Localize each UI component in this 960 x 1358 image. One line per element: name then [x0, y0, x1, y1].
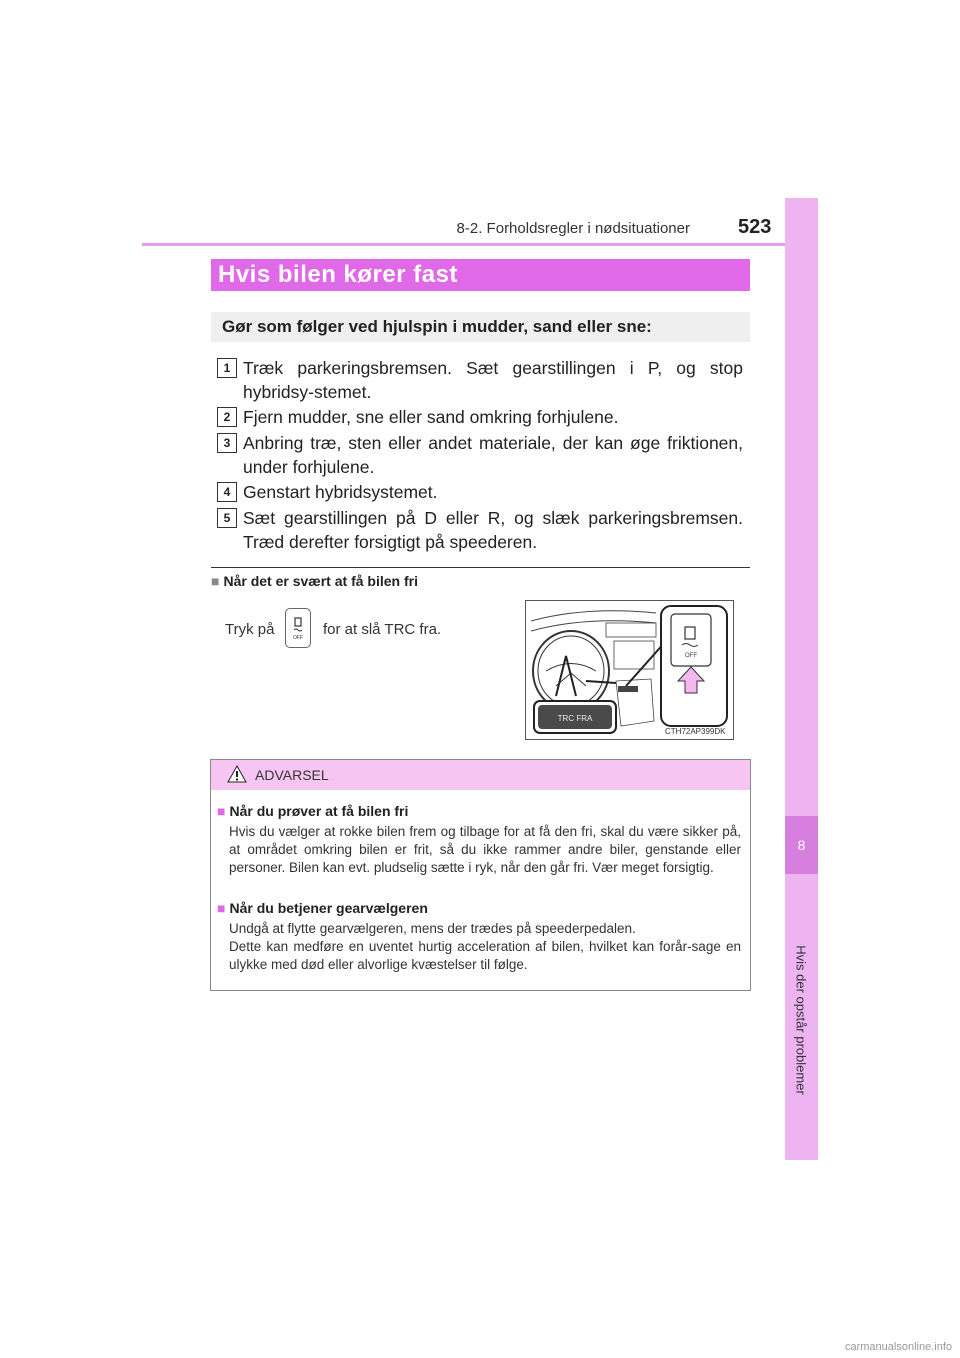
page-title: Hvis bilen kører fast	[218, 261, 458, 288]
step-text: Genstart hybridsystemet.	[243, 482, 438, 502]
dashboard-illustration	[525, 600, 734, 740]
note-heading: ■ Når det er svært at få bilen fri	[211, 573, 418, 589]
off-label: OFF	[685, 653, 697, 659]
chapter-title: Hvis der opstår problemer	[793, 945, 809, 1095]
step-number: 2	[217, 407, 237, 427]
section-divider	[211, 567, 750, 568]
section-header: 8-2. Forholdsregler i nødsituationer	[456, 220, 690, 237]
bullet-square-icon: ■	[217, 803, 226, 819]
step-number: 1	[217, 358, 237, 378]
step-number: 3	[217, 433, 237, 453]
off-text: OFF	[293, 635, 303, 641]
warning-item-text: Undgå at flytte gearvælgeren, mens der trædes på speederpedalen.	[229, 921, 636, 936]
note-text-after: for at slå TRC fra.	[323, 621, 442, 638]
illustration-code: CTH72AP399DK	[665, 727, 726, 736]
warning-item-text: Dette kan medføre en uventet hurtig acceleration af bilen, hvilket kan forår-sage en ulykke med død eller alvorlige kvæstelser til følge.	[229, 939, 741, 972]
step-text: Sæt gearstillingen på D eller R, og slæk parkeringsbremsen. Træd derefter forsigtigt på speederen.	[243, 508, 743, 552]
step-text: Anbring træ, sten eller andet materiale, der kan øge friktionen, under forhjulene.	[243, 433, 743, 477]
footer-watermark: carmanualsonline.info	[844, 1341, 952, 1353]
step-number: 4	[217, 482, 237, 502]
header-rule	[142, 243, 818, 246]
warning-item-heading: ■ Når du prøver at få bilen fri	[217, 803, 409, 819]
step-text: Fjern mudder, sne eller sand omkring forhjulene.	[243, 407, 619, 427]
bullet-square-icon: ■	[211, 573, 220, 589]
warning-item-text: Hvis du vælger at rokke bilen frem og tilbage for at få den fri, skal du være sikker på, at området omkring bilen er frit, så du ikke rammer andre biler, genstande eller personer. Bilen kan evt. pludselig sætte i ryk, når den går fri. Vær meget forsigtig.	[229, 824, 741, 875]
step-text: Træk parkeringsbremsen. Sæt gearstillingen i P, og stop hybridsy-stemet.	[243, 358, 743, 402]
warning-title: ADVARSEL	[255, 767, 329, 783]
chapter-number: 8	[785, 816, 818, 874]
trc-fra-display-text: TRC FRA	[557, 714, 593, 723]
bullet-square-icon: ■	[217, 900, 226, 916]
page-number: 523	[738, 216, 772, 238]
note-text-before: Tryk på	[225, 621, 275, 638]
subtitle: Gør som følger ved hjulspin i mudder, sand eller sne:	[222, 317, 652, 336]
warning-item-heading: ■ Når du betjener gearvælgeren	[217, 900, 428, 916]
warning-triangle-icon	[227, 764, 247, 789]
trc-off-button-icon	[285, 608, 311, 648]
step-number: 5	[217, 508, 237, 528]
